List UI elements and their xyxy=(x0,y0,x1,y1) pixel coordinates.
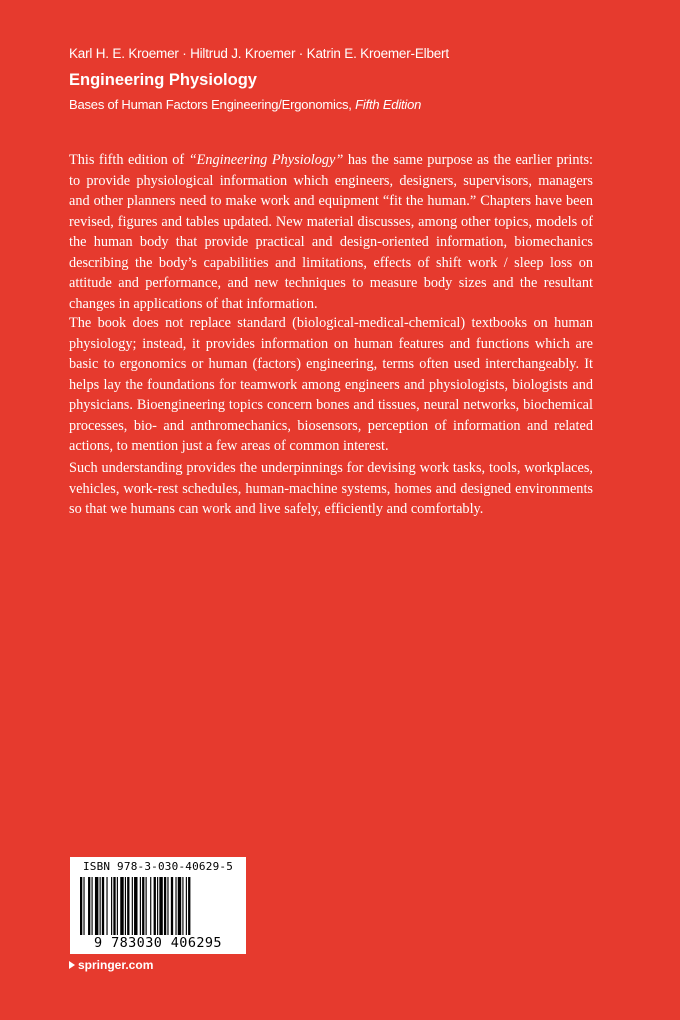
barcode-bar xyxy=(175,877,176,935)
subtitle-main: Bases of Human Factors Engineering/Ergonomics, xyxy=(69,97,356,112)
book-title: Engineering Physiology xyxy=(69,71,257,89)
barcode-bar xyxy=(106,877,107,935)
barcode-digits: 9 783030 406295 xyxy=(94,935,222,951)
description-paragraph-1 xyxy=(69,150,593,314)
description-paragraph-3: Such understanding provides the underpinnings for devising work tasks, tools, workplaces, vehicles, work-rest schedules, human-machine systems, homes and designed environments so that we humans can work and live safely, efficiently and comfortably. xyxy=(69,460,593,517)
barcode-bar xyxy=(188,877,190,935)
barcode-bar xyxy=(146,877,147,935)
p1-book-title: “Engineering Physiology” xyxy=(188,152,344,168)
barcode-bar xyxy=(100,877,101,935)
barcode-bar xyxy=(127,877,129,935)
barcode-bar xyxy=(80,877,82,935)
barcode-bar xyxy=(125,877,126,935)
isbn-barcode xyxy=(70,857,246,954)
authors-line: Karl H. E. Kroemer · Hiltrud J. Kroemer · Katrin E. Kroemer-Elbert xyxy=(69,46,449,61)
barcode-bar xyxy=(186,877,187,935)
barcode-bar xyxy=(134,877,137,935)
barcode-bar xyxy=(171,877,173,935)
p1-prefix: This fifth edition of xyxy=(69,152,189,168)
barcode-bars xyxy=(80,877,240,935)
book-subtitle xyxy=(69,97,421,112)
arrow-right-icon xyxy=(69,961,75,969)
barcode-bar xyxy=(178,877,181,935)
barcode-bar xyxy=(92,877,93,935)
barcode-bar xyxy=(111,877,112,935)
barcode-bar xyxy=(95,877,98,935)
p1-rest: has the same purpose as the earlier prints: to provide physiological information which engineers, designers, supervisors, managers and other planners need to make work and equipment “fit the human.” Chapters have been revised, figures and tables updated. New material discusses, among other topics, models of the human body that provide practical and design-oriented information, biomechanics describing the body’s capabilities and limitations, effects of shift work / sleep loss on attitude and performance, and new techniques to measure body sizes and the resultant changes in applications of that information. xyxy=(69,152,593,312)
isbn-label: ISBN 978-3-030-40629-5 xyxy=(82,860,234,873)
barcode-bar xyxy=(113,877,115,935)
barcode-bar xyxy=(182,877,183,935)
barcode-bar xyxy=(142,877,144,935)
barcode-bar xyxy=(167,877,168,935)
barcode-bar xyxy=(157,877,158,935)
barcode-bar xyxy=(164,877,166,935)
barcode-bar xyxy=(83,877,84,935)
barcode-bar xyxy=(117,877,118,935)
barcode-bar xyxy=(150,877,151,935)
barcode-bar xyxy=(140,877,141,935)
barcode-bar xyxy=(88,877,90,935)
barcode-bar xyxy=(132,877,133,935)
barcode-bar xyxy=(102,877,104,935)
description-paragraph-2: The book does not replace standard (biological-medical-chemical) textbooks on human physiology; instead, it provides information on human features and functions which are basic to ergonomics or human (factors) engineering, terms often used interchangeably. It helps lay the foundations for teamwork among engineers and physiologists, biologists and physicians. Bioengineering topics concern bones and tissues, neural networks, biochemical processes, bio- and anthromechanics, biosensors, perception of information and related actions, to mention just a few areas of common interest. xyxy=(69,315,593,454)
barcode-bar xyxy=(154,877,156,935)
barcode-bar xyxy=(159,877,162,935)
publisher-link[interactable] xyxy=(69,958,153,972)
publisher-url: springer.com xyxy=(78,958,154,972)
barcode-bar xyxy=(120,877,123,935)
edition-label: Fifth Edition xyxy=(355,97,422,112)
